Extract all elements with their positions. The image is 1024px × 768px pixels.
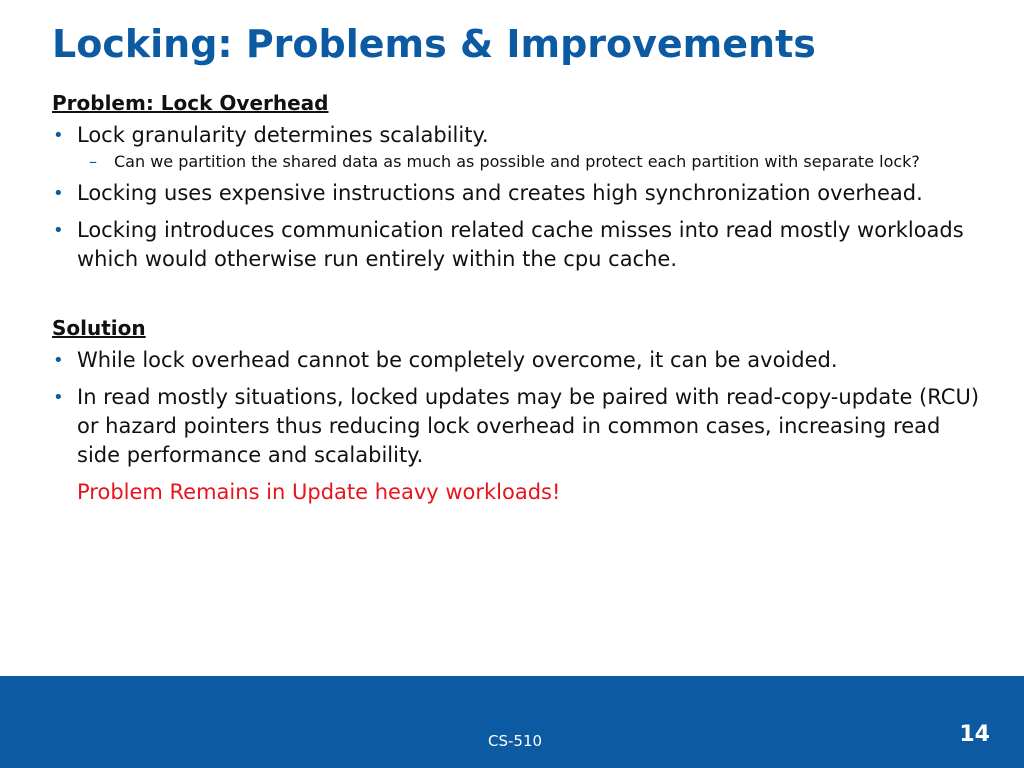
bullet-dot-icon: • [53, 183, 64, 204]
slide-title: Locking: Problems & Improvements [52, 22, 816, 66]
bullet-item [52, 121, 982, 150]
solution-heading: Solution [52, 316, 146, 340]
bullet-dot-icon: • [53, 387, 64, 408]
bullet-item [52, 346, 982, 375]
bullet-text: While lock overhead cannot be completely overcome, it can be avoided. [77, 348, 838, 372]
bullet-text: Lock granularity determines scalability. [77, 123, 489, 147]
bullet-dot-icon: • [53, 350, 64, 371]
bullet-item [52, 179, 982, 208]
page-number: 14 [959, 722, 990, 747]
sub-bullet-text: Can we partition the shared data as much as possible and protect each partition with separate lock? [114, 152, 920, 171]
red-note: Problem Remains in Update heavy workloads! [77, 480, 561, 504]
problem-heading: Problem: Lock Overhead [52, 91, 329, 115]
bullet-text: Locking uses expensive instructions and creates high synchronization overhead. [77, 181, 923, 205]
bullet-text: In read mostly situations, locked updates may be paired with read-copy-update (RCU) or hazard pointers thus reducing lock overhead in common cases, increasing read side performance and scalability. [77, 385, 980, 467]
bullet-item [52, 383, 982, 470]
footer-bar [0, 676, 1024, 768]
bullet-item [52, 216, 982, 274]
bullet-text: Locking introduces communication related cache misses into read mostly workloads which would otherwise run entirely within the cpu cache. [77, 218, 964, 271]
bullet-dot-icon: • [53, 125, 64, 146]
footer-course-label: CS-510 [488, 732, 543, 750]
sub-bullet-item [52, 150, 934, 173]
dash-icon: – [89, 152, 97, 171]
slide-content [52, 90, 982, 507]
bullet-dot-icon: • [53, 220, 64, 241]
